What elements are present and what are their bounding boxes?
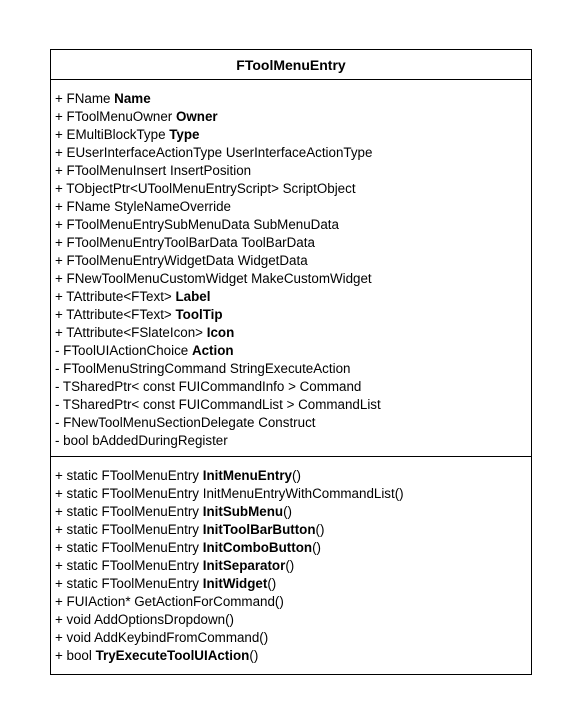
attribute-row <box>55 90 531 108</box>
attribute-row <box>55 108 531 126</box>
attribute-row <box>55 414 531 432</box>
operation-row-name: InitComboButton <box>202 540 313 555</box>
attribute-row <box>55 198 531 216</box>
attribute-row-name: ToolTip <box>175 307 223 322</box>
class-name: FToolMenuEntry <box>51 50 531 80</box>
attribute-row <box>55 432 531 450</box>
attribute-row-text: - FNewToolMenuSectionDelegate Construct <box>55 415 316 430</box>
operation-row-text: + bool <box>55 648 96 663</box>
attribute-row-text: + EUserInterfaceActionType UserInterfaceActionType <box>55 145 373 160</box>
operation-row <box>55 485 531 503</box>
attribute-row-text: - TSharedPtr< const FUICommandInfo > Command <box>55 379 362 394</box>
operation-row-text: + static FToolMenuEntry <box>55 468 203 483</box>
operation-row-name: TryExecuteToolUIAction <box>95 648 250 663</box>
attribute-row-name: Action <box>191 343 234 358</box>
attribute-row-name: Label <box>175 289 211 304</box>
operation-row <box>55 503 531 521</box>
operation-row <box>55 557 531 575</box>
attribute-row-text: + TAttribute<FSlateIcon> <box>55 325 207 340</box>
attribute-row <box>55 162 531 180</box>
attribute-row-text: + FToolMenuInsert InsertPosition <box>55 163 252 178</box>
attribute-row-text: + FToolMenuEntrySubMenuData SubMenuData <box>55 217 339 232</box>
attribute-row <box>55 180 531 198</box>
operation-row-suffix: () <box>283 504 292 519</box>
operation-row-text: + static FToolMenuEntry <box>55 540 203 555</box>
attribute-row-text: - FToolUIActionChoice <box>55 343 192 358</box>
operation-row <box>55 575 531 593</box>
operation-row-text: + static FToolMenuEntry <box>55 504 203 519</box>
attribute-row <box>55 324 531 342</box>
operation-row <box>55 593 531 611</box>
attribute-row <box>55 378 531 396</box>
operation-row-name: InitSeparator <box>202 558 286 573</box>
operation-row-suffix: () <box>292 468 301 483</box>
attribute-row-text: + FToolMenuEntryWidgetData WidgetData <box>55 253 308 268</box>
attribute-row-name: Name <box>114 91 151 106</box>
attribute-row-text: + FName StyleNameOverride <box>55 199 231 214</box>
attribute-row <box>55 144 531 162</box>
attribute-row-name: Owner <box>175 109 218 124</box>
attribute-row <box>55 288 531 306</box>
attribute-row-text: + TAttribute<FText> <box>55 289 176 304</box>
attribute-row-text: - FToolMenuStringCommand StringExecuteAction <box>55 361 351 376</box>
attribute-row <box>55 252 531 270</box>
operation-row-name: InitWidget <box>202 576 268 591</box>
attribute-row-text: + FToolMenuEntryToolBarData ToolBarData <box>55 235 315 250</box>
attribute-row <box>55 234 531 252</box>
attribute-row <box>55 126 531 144</box>
operations-compartment <box>51 457 531 671</box>
attribute-row-text: + FNewToolMenuCustomWidget MakeCustomWidget <box>55 271 372 286</box>
attribute-row-text: + TObjectPtr<UToolMenuEntryScript> ScriptObject <box>55 181 356 196</box>
operation-row-text: + void AddKeybindFromCommand() <box>55 630 269 645</box>
operation-row-text: + static FToolMenuEntry InitMenuEntryWithCommandList() <box>55 486 404 501</box>
attribute-row <box>55 360 531 378</box>
uml-class-box <box>50 49 532 675</box>
attribute-row-text: + FToolMenuOwner <box>55 109 176 124</box>
operation-row-suffix: () <box>267 576 277 591</box>
attribute-row <box>55 306 531 324</box>
operation-row-text: + FUIAction* GetActionForCommand() <box>55 594 284 609</box>
attribute-row-text: - TSharedPtr< const FUICommandList > CommandList <box>55 397 381 412</box>
operation-row-text: + static FToolMenuEntry <box>55 558 203 573</box>
attribute-row-text: - bool bAddedDuringRegister <box>55 433 228 448</box>
operation-row-name: InitMenuEntry <box>202 468 293 483</box>
attribute-row-text: + TAttribute<FText> <box>55 307 176 322</box>
operation-row <box>55 521 531 539</box>
operation-row-text: + static FToolMenuEntry <box>55 576 203 591</box>
operation-row-name: InitSubMenu <box>202 504 284 519</box>
operation-row-name: InitToolBarButton <box>202 522 316 537</box>
operation-row-suffix: () <box>285 558 295 573</box>
operation-row-text: + static FToolMenuEntry <box>55 522 203 537</box>
attribute-row-text: + EMultiBlockType <box>55 127 170 142</box>
attributes-compartment <box>51 80 531 457</box>
attribute-row-text: + FName <box>55 91 115 106</box>
attribute-row-name: Type <box>169 127 200 142</box>
operation-row-suffix: () <box>315 522 325 537</box>
attribute-row <box>55 396 531 414</box>
operation-row-suffix: () <box>249 648 259 663</box>
attribute-row <box>55 216 531 234</box>
operation-row <box>55 467 531 485</box>
operation-row <box>55 611 531 629</box>
operation-row-text: + void AddOptionsDropdown() <box>55 612 235 627</box>
attribute-row-name: Icon <box>206 325 235 340</box>
operation-row <box>55 539 531 557</box>
operation-row-suffix: () <box>312 540 321 555</box>
operation-row <box>55 629 531 647</box>
operation-row <box>55 647 531 665</box>
attribute-row <box>55 270 531 288</box>
attribute-row <box>55 342 531 360</box>
